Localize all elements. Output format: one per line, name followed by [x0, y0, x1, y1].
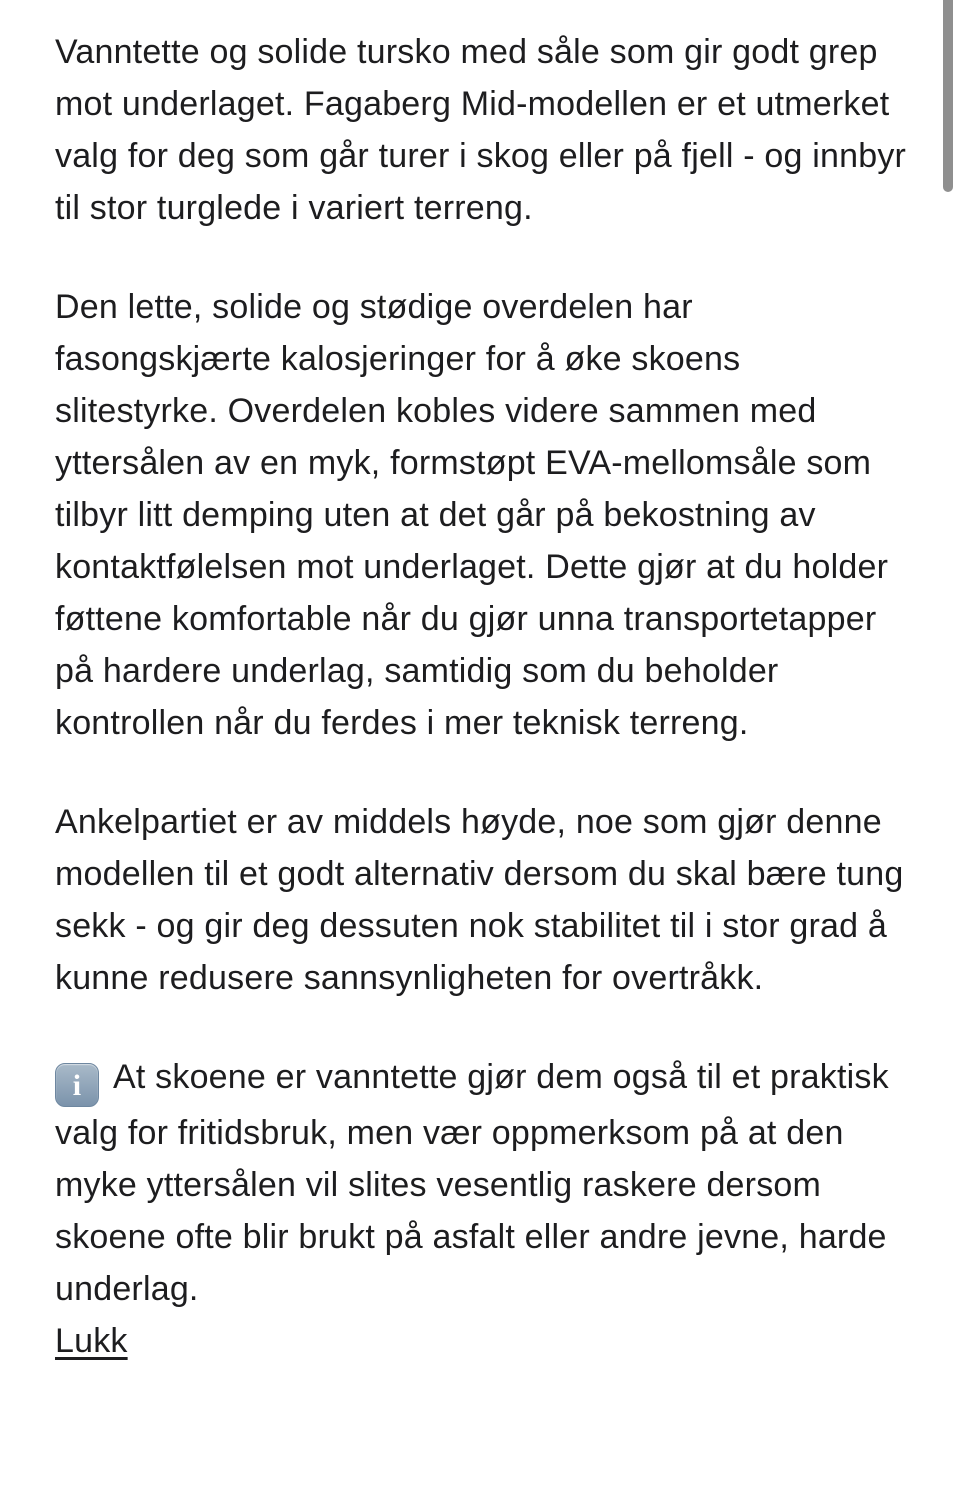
info-icon: [55, 1063, 99, 1107]
info-note-text: At skoene er vanntette gjør dem også til et praktisk valg for fritidsbruk, men vær oppmerksom på at den myke yttersålen vil slites vesentlig raskere dersom skoene ofte blir brukt på asfalt eller andre jevne, harde underlag.: [55, 1058, 889, 1308]
description-paragraph-1: Vanntette og solide tursko med såle som gir godt grep mot underlaget. Fagaberg Mid-modellen er et utmerket valg for deg som går turer i skog eller på fjell - og innbyr til stor turglede i variert terreng.: [55, 33, 907, 227]
scrollbar-thumb[interactable]: [943, 0, 953, 192]
info-icon-glyph: i: [72, 1069, 82, 1102]
info-note: [55, 1051, 910, 1315]
description-paragraph-3: Ankelpartiet er av middels høyde, noe som gjør denne modellen til et godt alternativ dersom du skal bære tung sekk - og gir deg dessuten nok stabilitet til i stor grad å kunne redusere sannsynligheten for overtråkk.: [55, 803, 904, 997]
description-paragraph-2: Den lette, solide og stødige overdelen har fasongskjærte kalosjeringer for å øke skoens slitestyrke. Overdelen kobles videre sammen med yttersålen av en myk, formstøpt EVA-mellomsåle som tilbyr litt demping uten at det går på bekostning av kontaktfølelsen mot underlaget. Dette gjør at du holder føttene komfortable når du gjør unna transportetapper på hardere underlag, samtidig som du beholder kontrollen når du ferdes i mer teknisk terreng.: [55, 288, 889, 742]
close-link[interactable]: Lukk: [55, 1322, 128, 1360]
